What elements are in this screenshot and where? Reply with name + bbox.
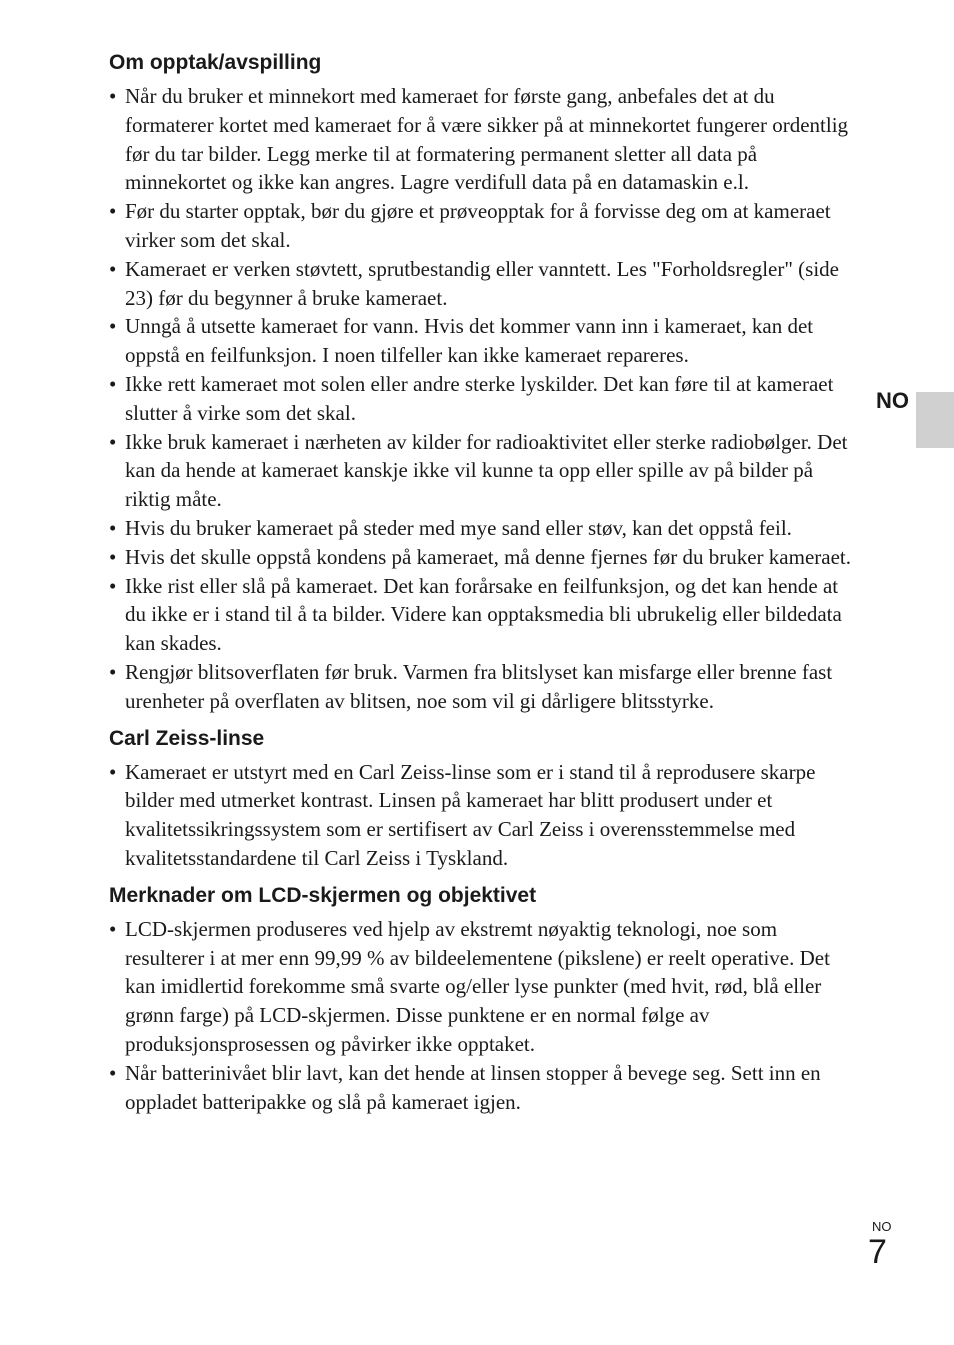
list-item-text: Kameraet er verken støvtett, sprutbestandig eller vanntett. Les "Forholdsregler" (side 23) før du begynner å bruke kameraet. xyxy=(125,256,839,310)
bullet-icon: • xyxy=(109,573,117,598)
list-item-text: Ikke rett kameraet mot solen eller andre sterke lyskilder. Det kan føre til at kameraet slutter å virke som det skal. xyxy=(125,371,834,425)
list-item-text: Hvis du bruker kameraet på steder med mye sand eller støv, kan det oppstå feil. xyxy=(125,515,792,540)
list-item-text: LCD-skjermen produseres ved hjelp av ekstremt nøyaktig teknologi, noe som resulterer i at mer enn 99,99 % av bildeelementene (pikslene) er reelt operative. Det kan imidlertid forekomme små svarte og/eller lyse punkter (med hvit, rød, blå eller grønn farge) på LCD-skjermen. Disse punktene er en normal følge av produksjonsprosessen og påvirker ikke opptaket. xyxy=(125,916,830,1056)
list-item xyxy=(109,370,861,428)
list-item xyxy=(109,428,861,514)
bullet-icon: • xyxy=(109,199,117,224)
language-tab-label: NO xyxy=(876,388,909,413)
bullet-icon: • xyxy=(109,759,117,784)
bullet-list-lens xyxy=(109,758,861,873)
bullet-list-lcd xyxy=(109,915,861,1117)
list-item xyxy=(109,1059,861,1117)
bullet-icon: • xyxy=(109,429,117,454)
bullet-list-recording xyxy=(109,82,861,716)
bullet-icon: • xyxy=(109,659,117,684)
bullet-icon: • xyxy=(109,515,117,540)
list-item-text: Kameraet er utstyrt med en Carl Zeiss-linse som er i stand til å reprodusere skarpe bilder med utmerket kontrast. Linsen på kameraet har blitt produsert under et kvalitetssikringssystem som er sertifisert av Carl Zeiss i overensstemmelse med kvalitetsstandardene til Carl Zeiss i Tyskland. xyxy=(125,759,816,870)
list-item xyxy=(109,915,861,1059)
list-item xyxy=(109,255,861,313)
bullet-icon: • xyxy=(109,371,117,396)
section-title-recording: Om opptak/avspilling xyxy=(109,51,322,74)
bullet-icon: • xyxy=(109,916,117,941)
list-item-text: Når batterinivået blir lavt, kan det hende at linsen stopper å bevege seg. Sett inn en oppladet batteripakke og slå på kameraet igjen. xyxy=(125,1060,821,1114)
list-item-text: Før du starter opptak, bør du gjøre et prøveopptak for å forvisse deg om at kameraet virker som det skal. xyxy=(125,199,831,252)
page-number: 7 xyxy=(868,1233,887,1271)
bullet-icon: • xyxy=(109,1060,117,1085)
page-content xyxy=(109,48,861,1116)
page-language-code: NO xyxy=(872,1219,892,1234)
bullet-icon: • xyxy=(109,84,117,108)
bullet-icon: • xyxy=(109,314,117,339)
list-item xyxy=(109,543,861,572)
list-item xyxy=(109,82,861,197)
list-item xyxy=(109,658,861,716)
list-item xyxy=(109,514,861,543)
list-item xyxy=(109,572,861,658)
list-item-text: Unngå å utsette kameraet for vann. Hvis det kommer vann inn i kameraet, kan det oppstå en feilfunksjon. I noen tilfeller kan ikke kameraet repareres. xyxy=(125,314,814,368)
section-title-lcd: Merknader om LCD-skjermen og objektivet xyxy=(109,883,537,907)
section-title-lens: Carl Zeiss-linse xyxy=(109,726,265,750)
list-item-text: Hvis det skulle oppstå kondens på kameraet, må denne fjernes før du bruker kameraet. xyxy=(125,544,851,569)
list-item-text: Ikke bruk kameraet i nærheten av kilder for radioaktivitet eller sterke radiobølger. Det kan da hende at kameraet kanskje ikke vil kunne ta opp eller spille av på bilder på riktig måte. xyxy=(125,429,848,512)
bullet-icon: • xyxy=(109,544,117,569)
list-item xyxy=(109,758,861,873)
list-item-text: Ikke rist eller slå på kameraet. Det kan forårsake en feilfunksjon, og det kan hende at du ikke er i stand til å ta bilder. Videre kan opptaksmedia bli ubrukelig eller bildedata kan skades. xyxy=(125,573,842,656)
bullet-icon: • xyxy=(109,256,117,281)
list-item-text: Rengjør blitsoverflaten før bruk. Varmen fra blitslyset kan misfarge eller brenne fast urenheter på overflaten av blitsen, noe som vil gi dårligere blitsstyrke. xyxy=(125,659,833,713)
list-item-text: Når du bruker et minnekort med kameraet for første gang, anbefales det at du formaterer kortet med kameraet for å være sikker på at minnekortet fungerer ordentlig før du tar bilder. Legg merke til at formatering permanent sletter all data på minnekortet og ikke kan angres. Lagre verdifull data på en datamaskin e.l. xyxy=(125,84,849,195)
language-tab xyxy=(916,392,954,448)
list-item xyxy=(109,312,861,370)
list-item xyxy=(109,197,861,255)
